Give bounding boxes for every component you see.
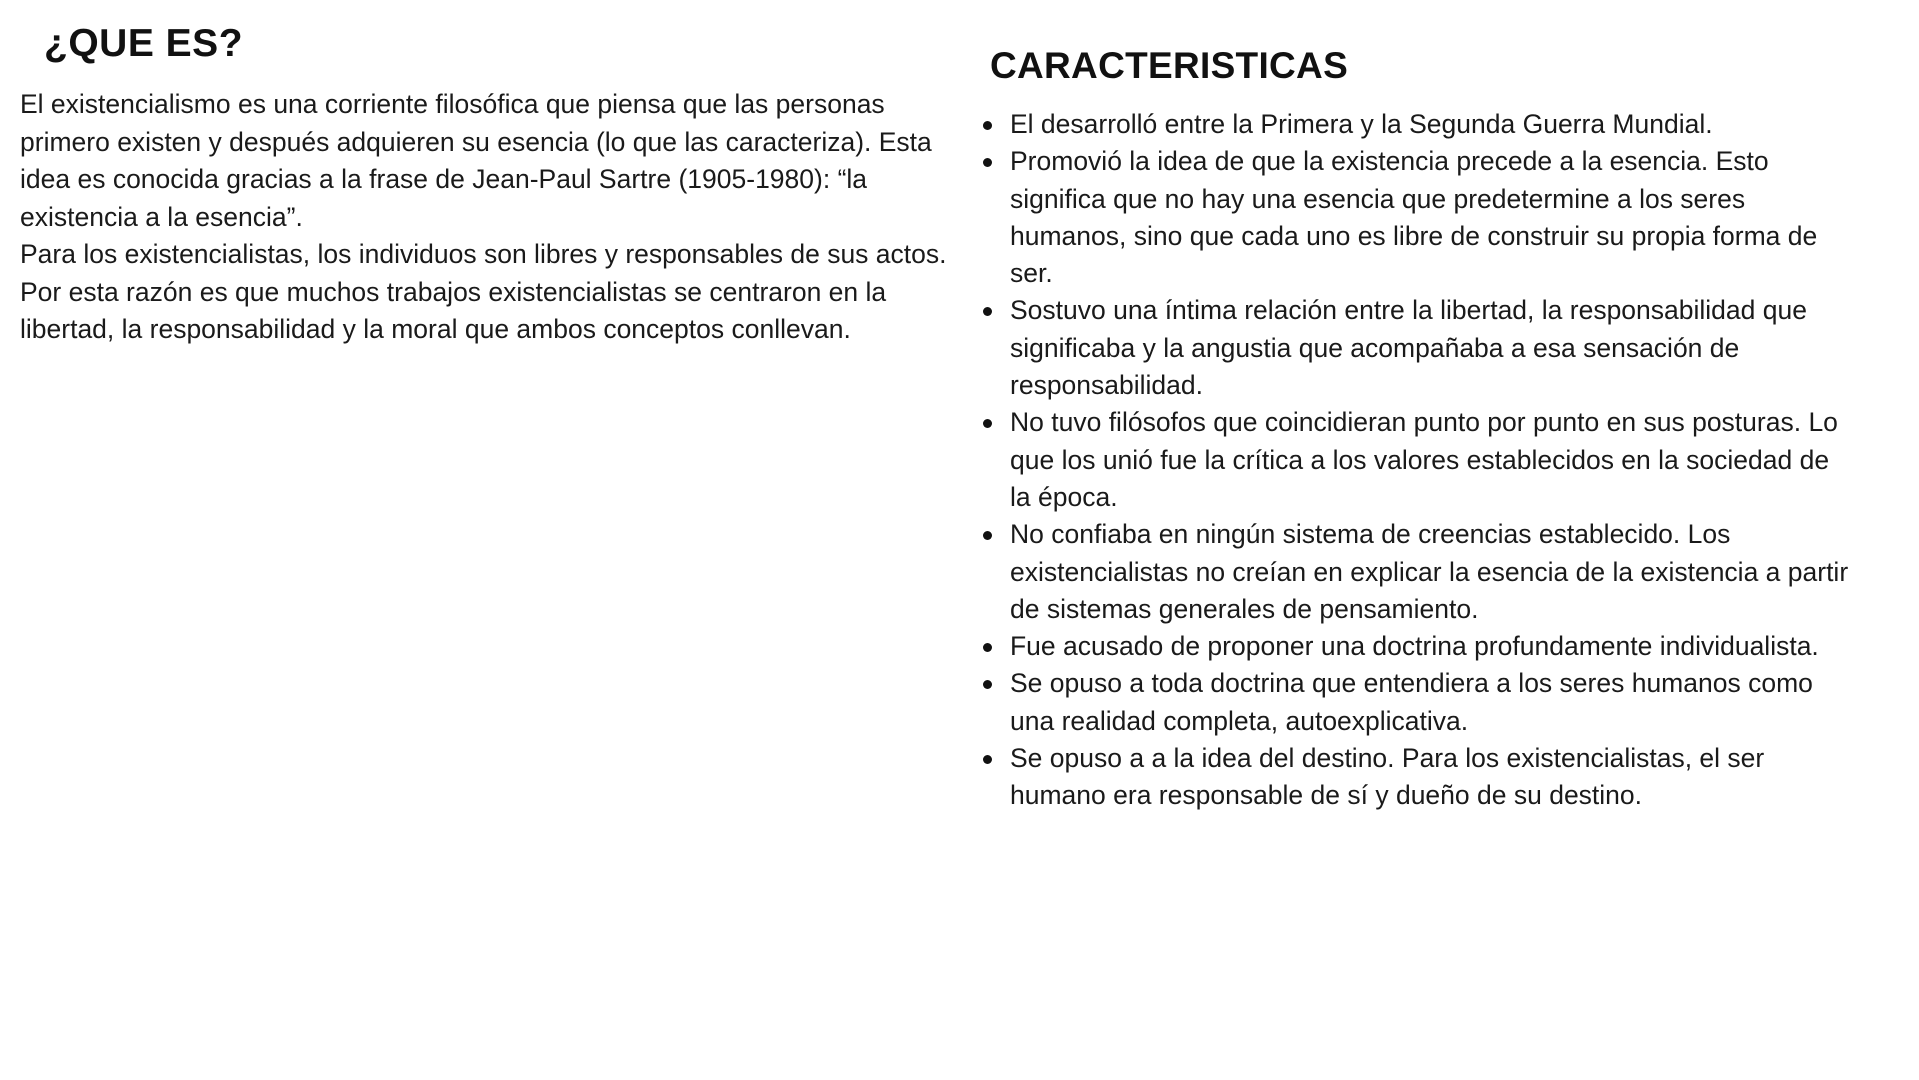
bullet-icon xyxy=(983,307,992,316)
list-item xyxy=(990,740,1850,815)
list-item-text: Fue acusado de proponer una doctrina profundamente individualista. xyxy=(1010,631,1819,662)
list-item-text: Se opuso a a la idea del destino. Para los existencialistas, el ser humano era responsable de sí y dueño de su destino. xyxy=(1010,743,1765,811)
bullet-icon xyxy=(983,680,992,689)
list-item xyxy=(990,106,1850,143)
que-es-section xyxy=(20,20,955,349)
caracteristicas-list xyxy=(990,106,1850,815)
list-item xyxy=(990,665,1850,740)
list-item-text: Se opuso a toda doctrina que entendiera a los seres humanos como una realidad completa, autoexplicativa. xyxy=(1010,668,1813,736)
bullet-icon xyxy=(983,643,992,652)
bullet-icon xyxy=(983,419,992,428)
que-es-title: ¿QUE ES? xyxy=(44,22,244,65)
bullet-icon xyxy=(983,158,992,167)
caracteristicas-section xyxy=(990,42,1850,815)
bullet-icon xyxy=(983,531,992,540)
list-item-text: Sostuvo una íntima relación entre la libertad, la responsabilidad que significaba y la angustia que acompañaba a esa sensación de responsabilidad. xyxy=(1010,295,1807,401)
bullet-icon xyxy=(983,755,992,764)
list-item xyxy=(990,143,1850,292)
bullet-icon xyxy=(983,121,992,130)
que-es-paragraph-2: Para los existencialistas, los individuos son libres y responsables de sus actos. Por esta razón es que muchos trabajos existencialistas se centraron en la libertad, la responsabilidad y la moral que ambos conceptos conllevan. xyxy=(20,239,947,344)
list-item-text: No tuvo filósofos que coincidieran punto por punto en sus posturas. Lo que los unió fue la crítica a los valores establecidos en la sociedad de la época. xyxy=(1010,407,1838,512)
list-item-text: Promovió la idea de que la existencia precede a la esencia. Esto significa que no hay una esencia que predetermine a los seres humanos, sino que cada uno es libre de construir su propia forma de ser. xyxy=(1010,146,1818,289)
list-item-text: El desarrolló entre la Primera y la Segunda Guerra Mundial. xyxy=(1010,109,1713,139)
list-item xyxy=(990,628,1850,665)
list-item xyxy=(990,404,1850,516)
list-item xyxy=(990,292,1850,404)
list-item-text: No confiaba en ningún sistema de creencias establecido. Los existencialistas no creían en explicar la esencia de la existencia a partir de sistemas generales de pensamiento. xyxy=(1010,519,1849,624)
que-es-paragraph-1: El existencialismo es una corriente filosófica que piensa que las personas primero existen y después adquieren su esencia (lo que las caracteriza). Esta idea es conocida gracias a la frase de Jean-Paul Sartre (1905-1980): “la existencia a la esencia”. xyxy=(20,89,932,232)
list-item xyxy=(990,516,1850,628)
caracteristicas-title: CARACTERISTICAS xyxy=(990,45,1349,86)
